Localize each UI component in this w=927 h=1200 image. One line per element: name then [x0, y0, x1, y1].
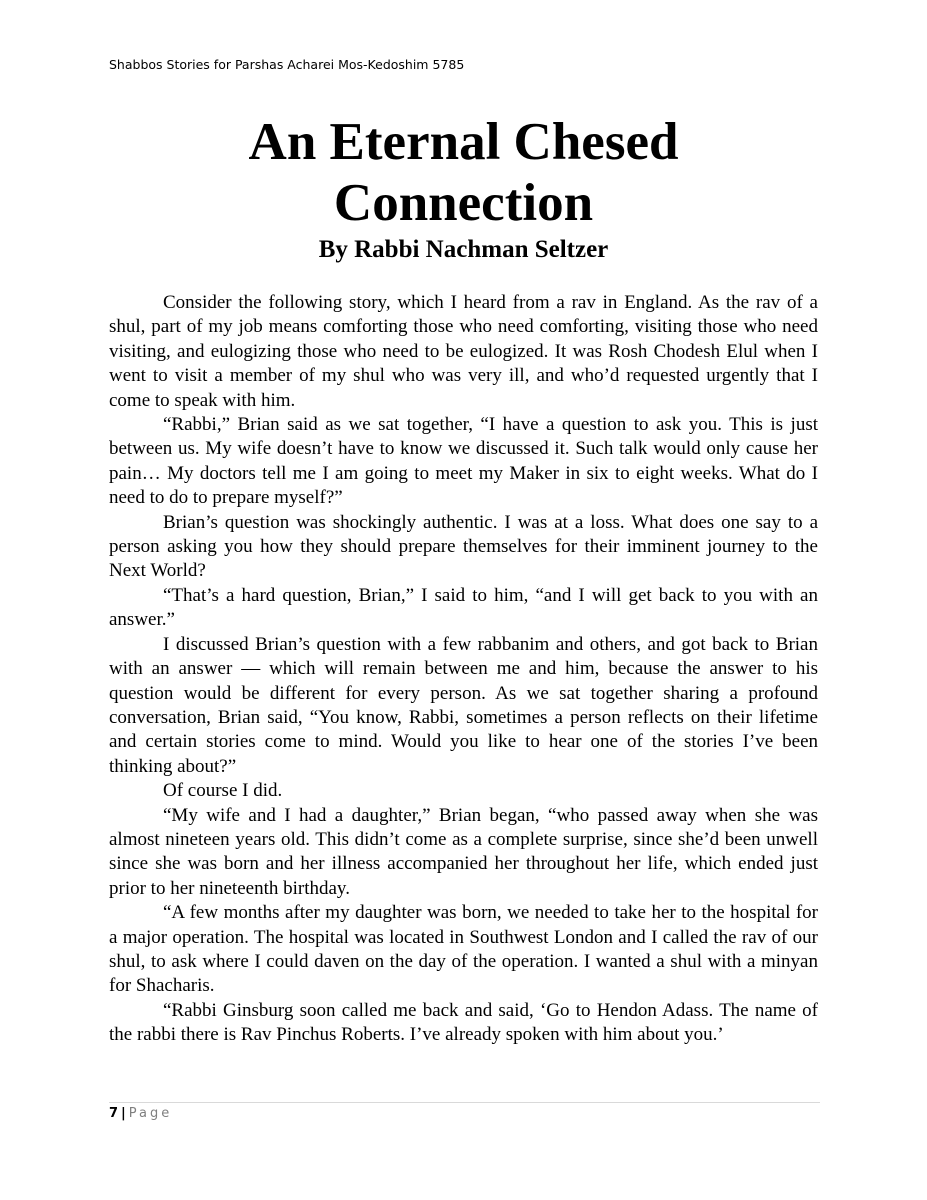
article-body — [109, 291, 818, 1048]
page-footer — [109, 1106, 172, 1121]
author-byline: By Rabbi Nachman Seltzer — [318, 236, 609, 263]
footer-divider — [109, 1102, 820, 1103]
title-line-1: An Eternal Chesed — [248, 113, 679, 171]
article-title — [0, 112, 927, 234]
paragraph: I discussed Brian’s question with a few rabbanim and others, and got back to Brian with an answer — which will remain between me and him, because the answer to his question would be different for every person. As we sat together sharing a profound conversation, Brian said, “You know, Rabbi, sometimes a person reflects on their lifetime and certain stories come to mind. Would you like to hear one of the stories I’ve been thinking about?” — [109, 633, 818, 777]
paragraph: “That’s a hard question, Brian,” I said to him, “and I will get back to you with an answer.” — [109, 584, 818, 631]
paragraph: Consider the following story, which I heard from a rav in England. As the rav of a shul, part of my job means comforting those who need comforting, visiting those who need visiting, and eulogizing those who need to be eulogized. It was Rosh Chodesh Elul when I went to visit a member of my shul who was very ill, and who’d requested urgently that I come to speak with him. — [109, 292, 818, 411]
paragraph: “Rabbi Ginsburg soon called me back and said, ‘Go to Hendon Adass. The name of the rabbi there is Rav Pinchus Roberts. I’ve already spoken with him about you.’ — [109, 999, 818, 1046]
paragraph: “A few months after my daughter was born, we needed to take her to the hospital for a major operation. The hospital was located in Southwest London and I called the rav of our shul, to ask where I could daven on the day of the operation. I wanted a shul with a minyan for Shacharis. — [109, 902, 818, 997]
footer-separator: | — [121, 1106, 126, 1121]
page-number: 7 — [109, 1106, 119, 1121]
running-header: Shabbos Stories for Parshas Acharei Mos-Kedoshim 5785 — [109, 57, 465, 72]
paragraph: “My wife and I had a daughter,” Brian began, “who passed away when she was almost nineteen years old. This didn’t come as a complete surprise, since she’d been unwell since she was born and her illness accompanied her throughout her life, which ended just prior to her nineteenth birthday. — [109, 804, 818, 899]
paragraph: Of course I did. — [163, 780, 283, 802]
paragraph: Brian’s question was shockingly authentic. I was at a loss. What does one say to a person asking you how they should prepare themselves for their imminent journey to the Next World? — [109, 511, 818, 582]
page-label: Page — [128, 1106, 173, 1121]
paragraph: “Rabbi,” Brian said as we sat together, “I have a question to ask you. This is just between us. My wife doesn’t have to know we discussed it. Such talk would only cause her pain… My doctors tell me I am going to meet my Maker in six to eight weeks. What do I need to do to prepare myself?” — [109, 414, 818, 509]
title-line-2: Connection — [333, 174, 594, 232]
